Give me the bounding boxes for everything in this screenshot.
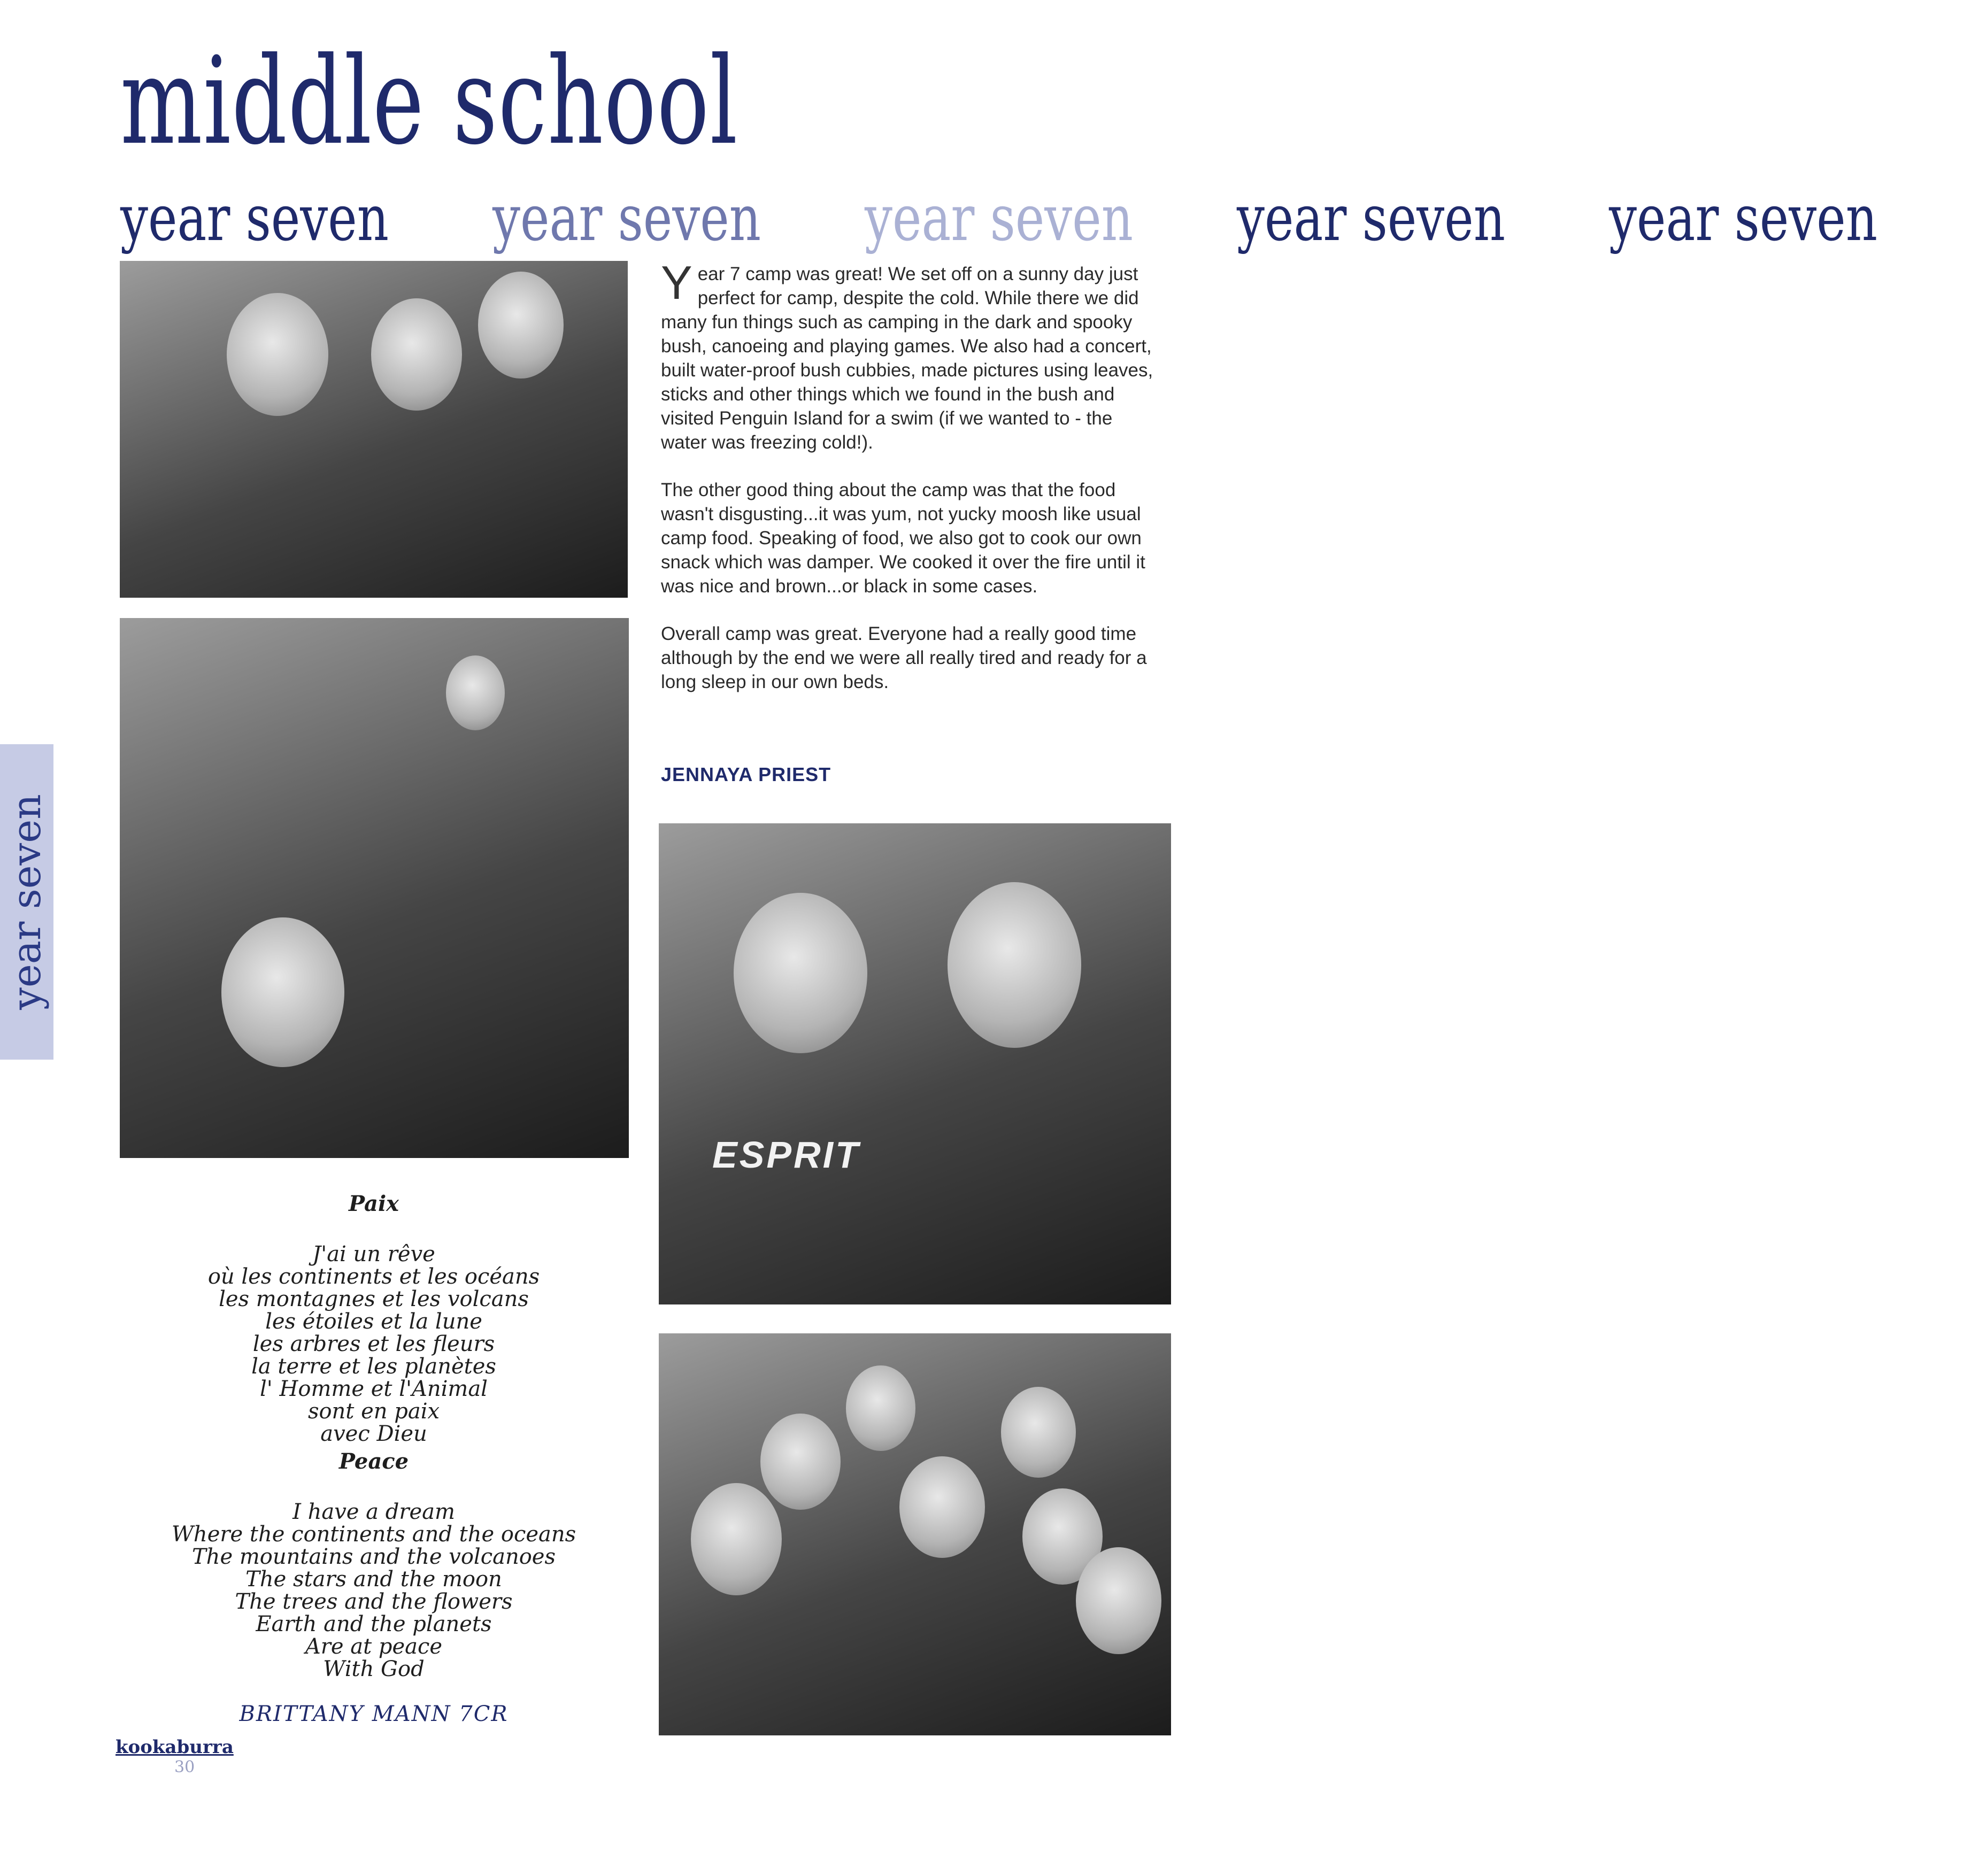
article-paragraph-1: Year 7 camp was great! We set off on a sunny day just perfect for camp, despite the cold. While there we did many fun things such as camping in the dark and spooky bush, canoeing and playing games. We also had a concert, built water-proof bush cubbies, made pictures using leaves, sticks and other things which we found in the bush and visited Penguin Island for a swim (if we wanted to - the water was freezing cold!). — [661, 256, 1153, 453]
shirt-logo-text: ESPRIT — [712, 1134, 860, 1176]
poem-line: The stars and the moon — [245, 1567, 502, 1592]
year-seven-banner — [120, 181, 1878, 256]
face — [734, 893, 867, 1053]
article-author: JENNAYA PRIEST — [661, 763, 831, 785]
face — [948, 882, 1081, 1048]
face — [899, 1456, 985, 1558]
footer-brand: kookaburra — [115, 1736, 234, 1758]
photo-group-girls — [659, 1333, 1171, 1735]
banner-word: year seven — [492, 181, 761, 255]
face — [846, 1365, 915, 1451]
face — [446, 655, 505, 730]
article-paragraph-2: The other good thing about the camp was that the food wasn't disgusting...it was yum, not yucky moosh like usual camp food. Speaking of food, we also got to cook our own snack which was damper. We cooked it over the fire until it was nice and brown...or black in some cases. — [661, 480, 1145, 597]
poem-line: With God — [323, 1657, 425, 1681]
poem-line: Are at peace — [305, 1634, 443, 1659]
page-number: 30 — [174, 1758, 195, 1777]
poem-line: sont en paix — [307, 1399, 440, 1424]
photo-girls-laptop — [120, 261, 628, 598]
poem-line: I have a dream — [292, 1500, 455, 1524]
poem-author: BRITTANY MANN 7CR — [239, 1702, 509, 1726]
poem-line: l' Homme et l'Animal — [260, 1377, 488, 1401]
banner-word: year seven — [120, 181, 389, 255]
photo-two-girls — [659, 823, 1171, 1304]
banner-word: year seven — [865, 181, 1134, 255]
poem-french-title: Paix — [349, 1191, 399, 1216]
face — [1001, 1387, 1076, 1478]
face — [371, 298, 462, 411]
side-tab-label: year seven — [4, 794, 50, 1010]
poem-line: les montagnes et les volcans — [219, 1287, 529, 1311]
poem-french-lines — [120, 1243, 628, 1445]
face — [227, 293, 328, 416]
poem-english — [120, 1449, 628, 1726]
poem-french — [120, 1191, 628, 1445]
poem-line: The trees and the flowers — [235, 1589, 513, 1614]
photo-girl-apron — [120, 618, 629, 1158]
poem-line: J'ai un rêve — [312, 1242, 435, 1267]
poem-line: où les continents et les océans — [207, 1264, 540, 1289]
face — [691, 1483, 782, 1595]
article-body — [661, 256, 1161, 717]
poem-line: avec Dieu — [320, 1422, 427, 1446]
poem-line: Earth and the planets — [256, 1612, 492, 1636]
face — [478, 272, 564, 379]
page-title: middle school — [120, 32, 738, 172]
poem-line: les arbres et les fleurs — [252, 1332, 495, 1356]
section-side-tab — [0, 744, 53, 1060]
face — [1076, 1547, 1161, 1654]
poem-line: les étoiles et la lune — [265, 1309, 482, 1334]
poem-english-lines — [120, 1501, 628, 1680]
article-paragraph-3: Overall camp was great. Everyone had a really good time although by the end we were all really tired and ready for a long sleep in our own beds. — [661, 623, 1147, 692]
banner-word: year seven — [1609, 181, 1878, 255]
banner-word: year seven — [1237, 181, 1506, 255]
poem-line: The mountains and the volcanoes — [192, 1545, 556, 1569]
poem-line: la terre et les planètes — [251, 1354, 496, 1379]
drop-cap: Y — [661, 256, 692, 309]
poem-english-title: Peace — [338, 1449, 409, 1474]
face — [760, 1414, 841, 1510]
poem-line: Where the continents and the oceans — [171, 1522, 576, 1547]
face — [221, 917, 344, 1067]
